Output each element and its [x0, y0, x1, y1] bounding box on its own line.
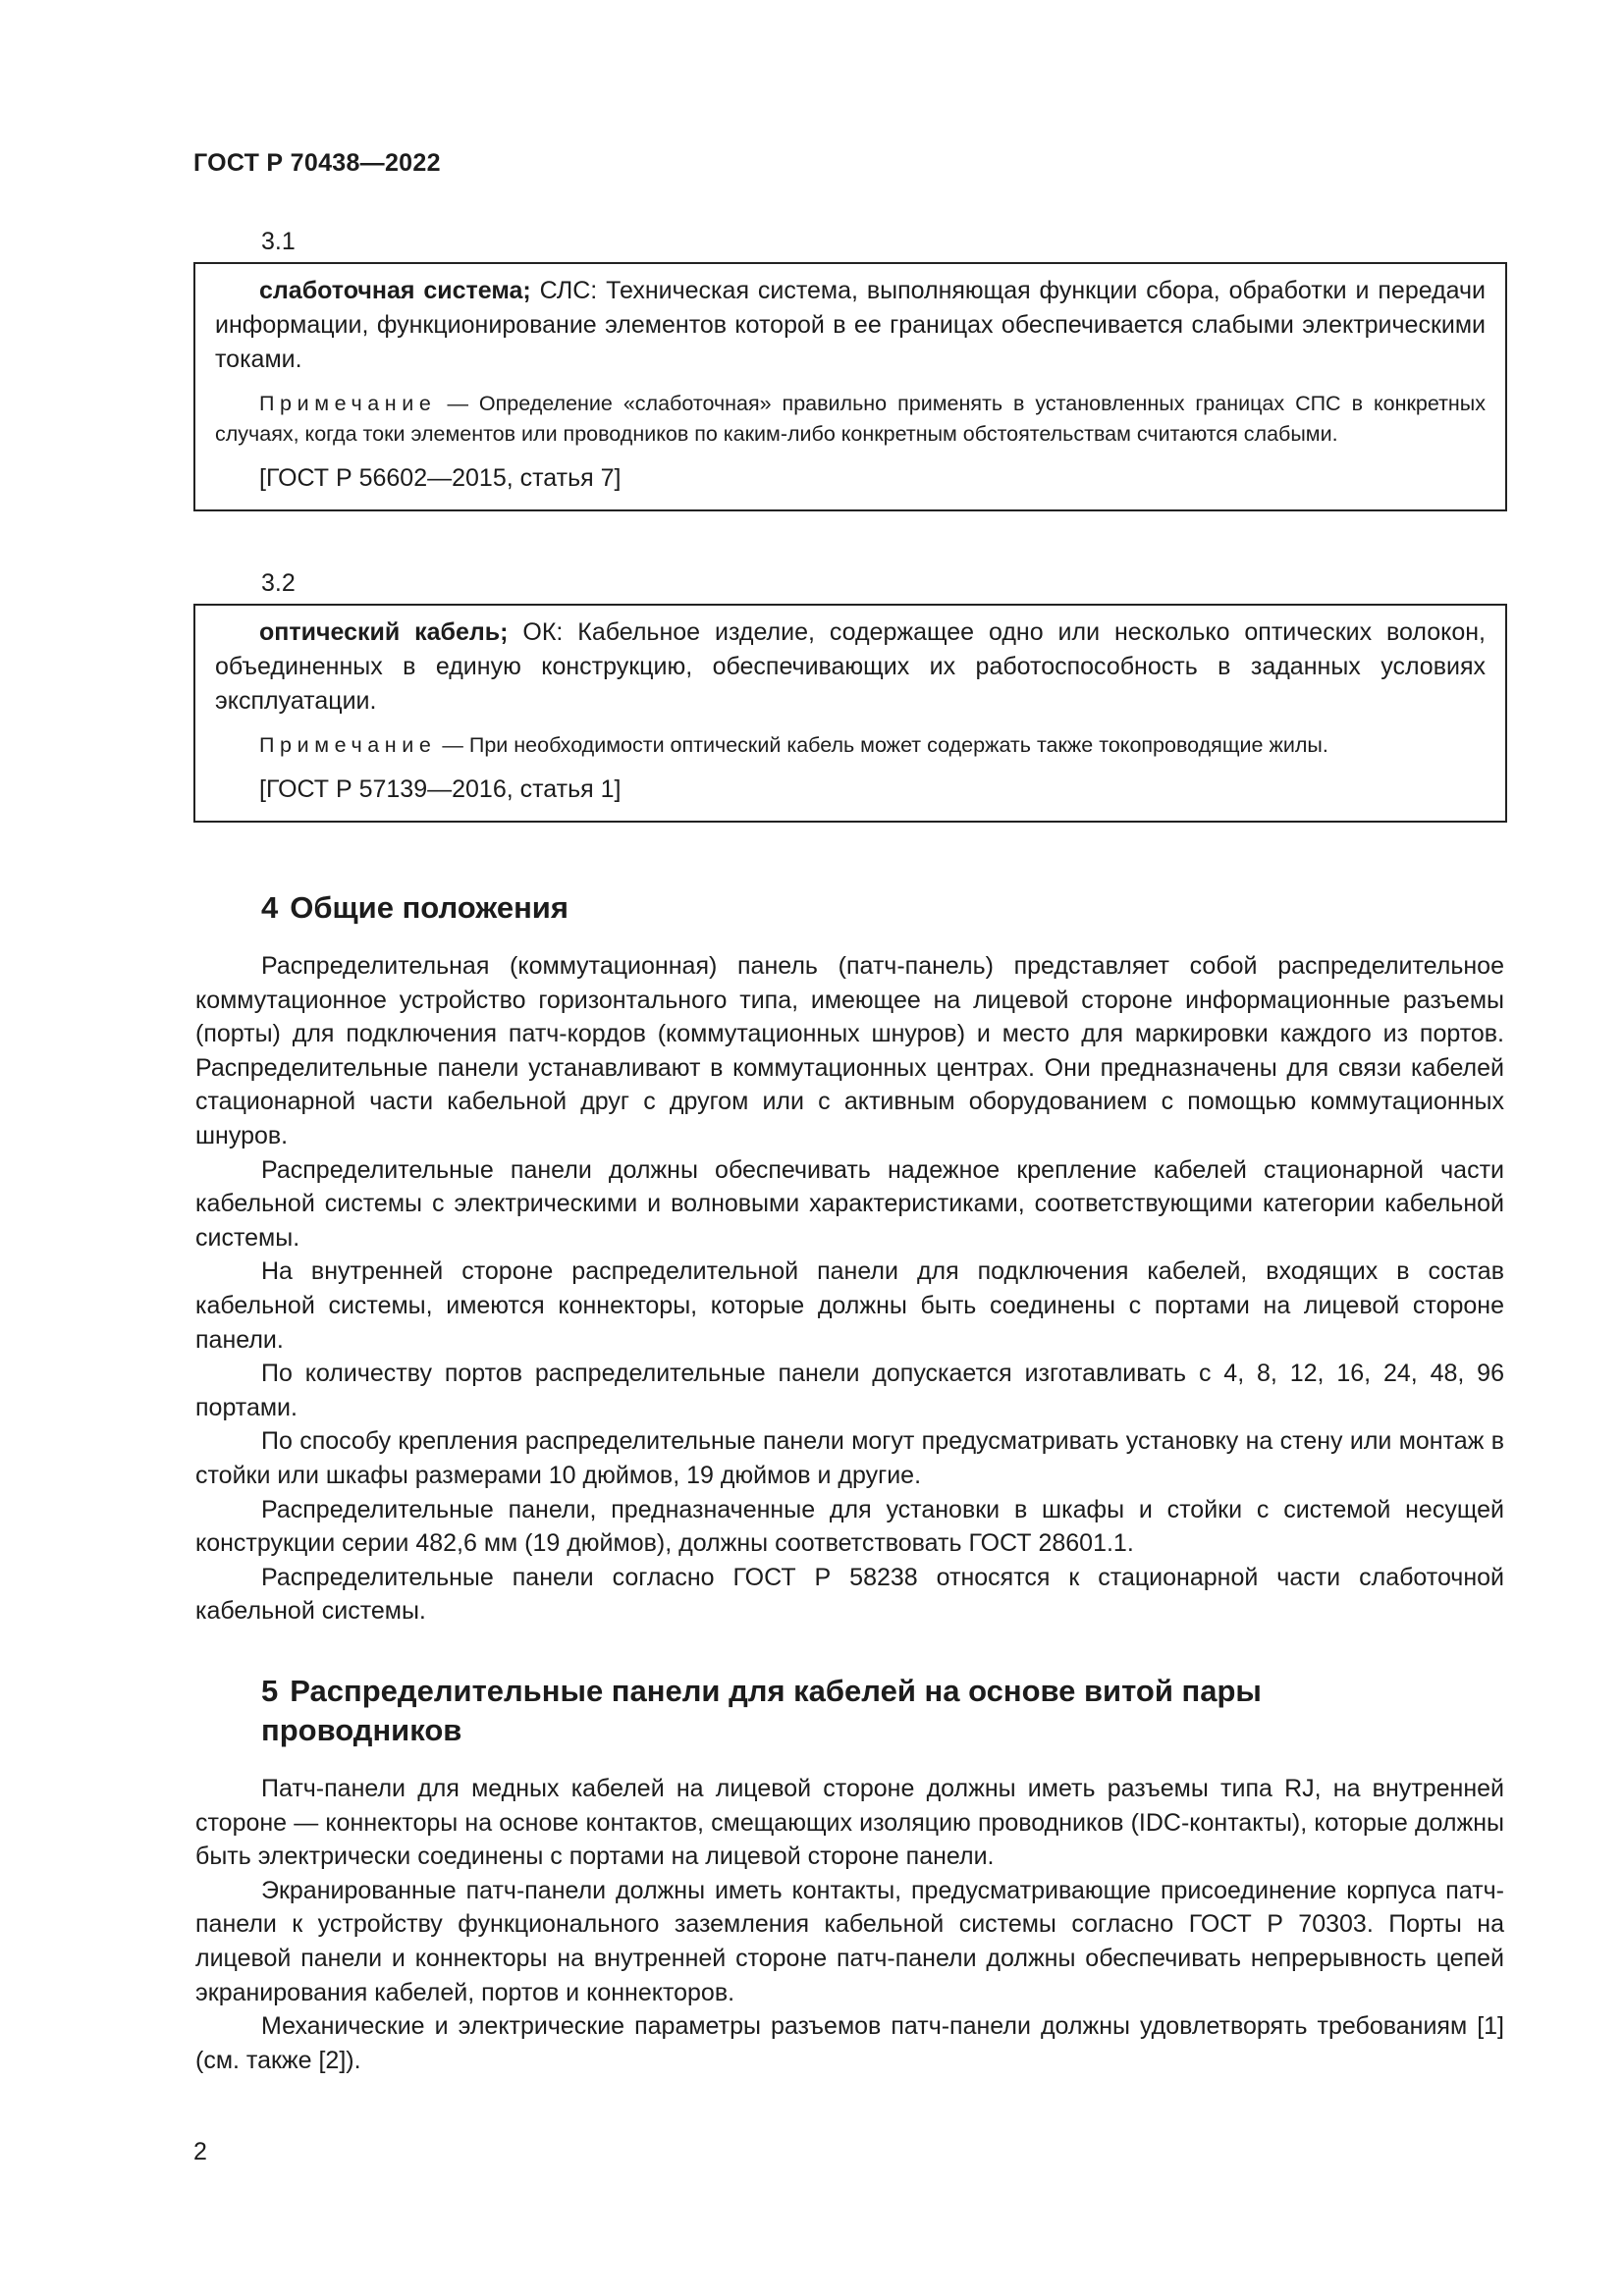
term-name: слаботочная система;	[259, 277, 531, 304]
paragraph: По способу крепления распределительные панели могут предусматривать установку на стену или монтаж в стойки или шкафы размерами 10 дюймов, 19 дюймов и другие.	[195, 1427, 1504, 1489]
paragraph: Распределительная (коммутационная) панель (патч-панель) представляет собой распределительное коммутационное устройство горизонтального типа, имеющее на лицевой стороне информационные разъемы (порты) для подключения патч-кордов (коммутационных шнуров) и место для маркировки каждого из портов. Распределительные панели устанавливают в коммутационных центрах. Они предназначены для связи кабелей стационарной части кабельной друг с другом или с активным оборудованием с помощью коммутационных шнуров.	[195, 952, 1504, 1149]
section-title	[261, 1672, 1262, 1750]
note-text: — Определение «слаботочная» правильно применять в установленных границах СПС в конкретных случаях, когда токи элементов или проводников по каким-либо конкретным обстоятельствам считаются слабыми.	[215, 392, 1486, 446]
standard-header: ГОСТ Р 70438—2022	[193, 149, 441, 177]
section-heading-cont: проводников	[261, 1713, 462, 1747]
term-source: [ГОСТ Р 57139—2016, статья 1]	[259, 775, 622, 803]
term-note	[215, 389, 1486, 450]
section-number: 4	[261, 890, 279, 925]
paragraph: По количеству портов распределительные панели допускается изготавливать с 4, 8, 12, 16, 24, 48, 96 портами.	[195, 1360, 1504, 1421]
paragraph: Патч-панели для медных кабелей на лицевой стороне должны иметь разъемы типа RJ, на внутренней стороне — коннекторы на основе контактов, смещающих изоляцию проводников (IDC-контакты), которые должны быть электрически соединены с портами на лицевой стороне панели.	[195, 1775, 1504, 1871]
note-label: Примечание	[259, 733, 437, 757]
term-box	[193, 262, 1507, 511]
paragraph: Распределительные панели, предназначенные для установки в шкафы и стойки с системой несущей конструкции серии 482,6 мм (19 дюймов), должны соответствовать ГОСТ 28601.1.	[195, 1495, 1504, 1558]
section-body	[195, 1772, 1504, 2077]
paragraph: Распределительные панели согласно ГОСТ Р 58238 относятся к стационарной части слаботочной кабельной системы.	[195, 1563, 1504, 1626]
paragraph: Распределительные панели должны обеспечивать надежное крепление кабелей стационарной части кабельной системы с электрическими и волновыми характеристиками, соответствующими категории кабельной системы.	[195, 1155, 1504, 1252]
definition-text: СЛС: Техническая система, выполняющая функции сбора, обработки и передачи информации, функционирование элементов которой в ее границах обеспечивается слабыми электрическими токами.	[215, 277, 1487, 373]
term-definition	[215, 274, 1486, 377]
term-definition	[215, 615, 1486, 719]
term-number: 3.1	[261, 228, 296, 255]
section-title	[261, 888, 568, 928]
paragraph: Механические и электрические параметры разъемов патч-панели должны удовлетворять требованиям [1] (см. также [2]).	[195, 2012, 1504, 2074]
paragraph: На внутренней стороне распределительной панели для подключения кабелей, входящих в состав кабельной системы, имеются коннекторы, которые должны быть соединены с портами на лицевой стороне панели.	[195, 1257, 1504, 1354]
page-number: 2	[193, 2138, 207, 2165]
section-heading: Распределительные панели для кабелей на основе витой пары	[290, 1674, 1262, 1708]
section-heading: Общие положения	[290, 890, 568, 925]
note-label: Примечание	[259, 392, 437, 415]
note-text: — При необходимости оптический кабель может содержать также токопроводящие жилы.	[436, 733, 1328, 757]
definition-text: ОК: Кабельное изделие, содержащее одно или несколько оптических волокон, объединенных в единую конструкцию, обеспечивающих их работоспособность в заданных условиях эксплуатации.	[215, 618, 1487, 715]
term-note	[215, 730, 1486, 761]
term-source: [ГОСТ Р 56602—2015, статья 7]	[259, 464, 622, 492]
term-number: 3.2	[261, 569, 296, 597]
term-name: оптический кабель;	[259, 618, 509, 646]
section-number: 5	[261, 1674, 279, 1708]
paragraph: Экранированные патч-панели должны иметь контакты, предусматривающие присоединение корпуса патч-панели к устройству функционального заземления кабельной системы согласно ГОСТ Р 70303. Порты на лицевой панели и коннекторы на внутренней стороне патч-панели должны обеспечивать непрерывность цепей экранирования кабелей, портов и коннекторов.	[195, 1876, 1504, 2006]
section-body	[195, 949, 1504, 1629]
term-box	[193, 604, 1507, 823]
